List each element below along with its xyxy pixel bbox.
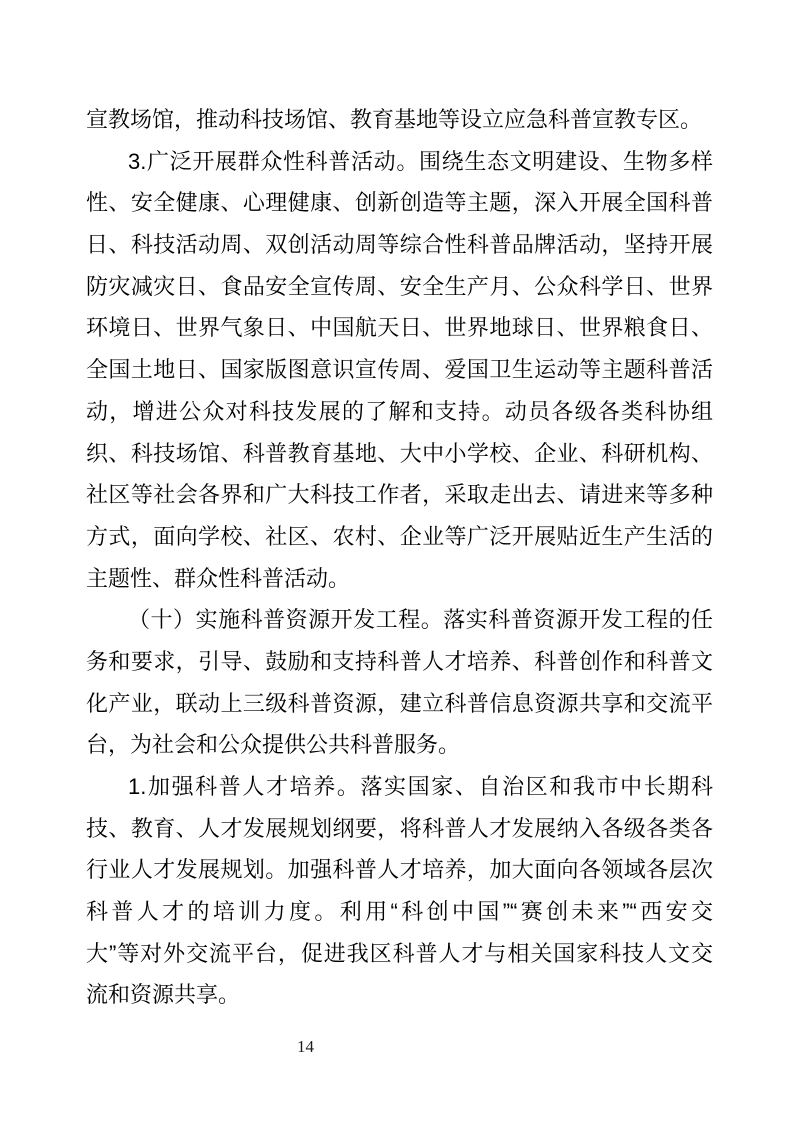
text-line: 化产业，联动上三级科普资源，建立科普信息资源共享和交流平	[86, 690, 713, 716]
text-line: 行业人才发展规划。加强科普人才培养，加大面向各领域各层次	[86, 857, 713, 883]
text-line: 织、科技场馆、科普教育基地、大中小学校、企业、科研机构、	[86, 440, 713, 466]
text-line: 务和要求，引导、鼓励和支持科普人才培养、科普创作和科普文	[86, 648, 713, 674]
text-line: 技、教育、人才发展规划纲要，将科普人才发展纳入各级各类各	[86, 815, 713, 841]
text-line: （十）实施科普资源开发工程。落实科普资源开发工程的任	[128, 607, 713, 633]
text-line: 环境日、世界气象日、中国航天日、世界地球日、世界粮食日、	[86, 315, 713, 341]
text-line: 3.广泛开展群众性科普活动。围绕生态文明建设、生物多样	[128, 148, 713, 174]
text-line: 性、安全健康、心理健康、创新创造等主题，深入开展全国科普	[86, 190, 713, 216]
page-number: 14	[297, 1037, 314, 1056]
text-line: 1.加强科普人才培养。落实国家、自治区和我市中长期科	[128, 774, 713, 799]
text-line: 动，增进公众对科技发展的了解和支持。动员各级各类科协组	[86, 398, 713, 424]
text-line: 流和资源共享。	[86, 982, 241, 1008]
text-line: 防灾减灾日、食品安全宣传周、安全生产月、公众科学日、世界	[86, 273, 713, 299]
text-line: 大”等对外交流平台，促进我区科普人才与相关国家科技人文交	[86, 940, 713, 966]
text-line: 科普人才的培训力度。利用“科创中国”“赛创未来”“西安交	[86, 899, 713, 925]
text-line: 主题性、群众性科普活动。	[86, 565, 351, 591]
text-line: 社区等社会各界和广大科技工作者，采取走出去、请进来等多种	[86, 482, 713, 508]
text-line: 日、科技活动周、双创活动周等综合性科普品牌活动，坚持开展	[86, 232, 713, 258]
text-line: 宣教场馆，推动科技场馆、教育基地等设立应急科普宣教专区。	[86, 107, 703, 132]
text-line: 方式，面向学校、社区、农村、企业等广泛开展贴近生产生活的	[86, 523, 713, 549]
text-line: 台，为社会和公众提供公共科普服务。	[86, 732, 461, 758]
text-line: 全国土地日、国家版图意识宣传周、爱国卫生运动等主题科普活	[86, 357, 713, 383]
page-body	[86, 99, 713, 1016]
